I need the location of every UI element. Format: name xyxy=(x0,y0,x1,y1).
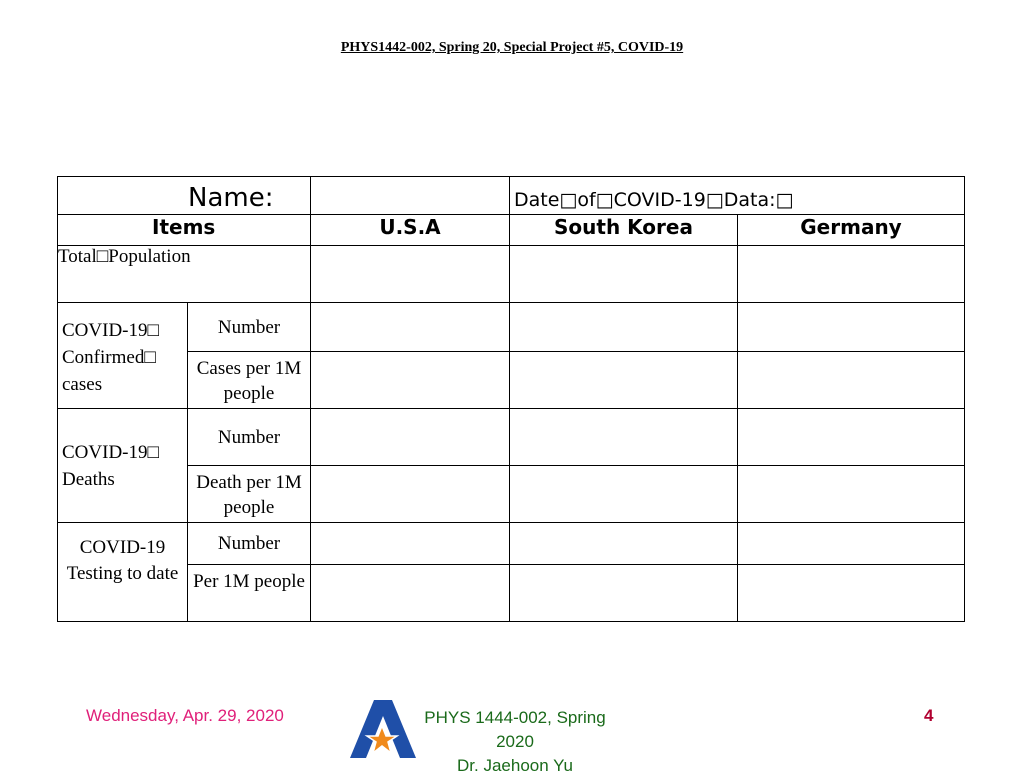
column-header-germany: Germany xyxy=(738,215,965,246)
date-cell xyxy=(510,177,965,215)
cell-germany-testing-per-million[interactable] xyxy=(738,565,965,622)
name-label: Name: xyxy=(188,183,274,213)
table-row-name xyxy=(58,177,965,215)
cell-germany-population[interactable] xyxy=(738,246,965,303)
group-label-confirmed: COVID-19□ Confirmed□ cases xyxy=(58,303,188,409)
table-row-testing-per-million xyxy=(58,565,965,622)
sub-label-confirmed-per-million: Cases per 1M people xyxy=(188,352,311,409)
cell-usa-confirmed-number[interactable] xyxy=(311,303,510,352)
table-row-deaths-per-million xyxy=(58,466,965,523)
footer-course xyxy=(405,706,625,778)
group-label-testing: COVID-19 Testing to date xyxy=(58,523,188,622)
cell-germany-confirmed-per-million[interactable] xyxy=(738,352,965,409)
column-header-south-korea: South Korea xyxy=(510,215,738,246)
page-number: 4 xyxy=(924,706,934,725)
table-row-deaths-number xyxy=(58,409,965,466)
cell-korea-confirmed-per-million[interactable] xyxy=(510,352,738,409)
table-row-testing-number xyxy=(58,523,965,565)
sub-label-deaths-number: Number xyxy=(188,409,311,466)
table-row-confirmed-number xyxy=(58,303,965,352)
cell-usa-testing-per-million[interactable] xyxy=(311,565,510,622)
cell-korea-testing-number[interactable] xyxy=(510,523,738,565)
sub-label-testing-number: Number xyxy=(188,523,311,565)
sub-label-confirmed-number: Number xyxy=(188,303,311,352)
table-header-row xyxy=(58,215,965,246)
group-label-deaths: COVID-19□ Deaths xyxy=(58,409,188,523)
cell-usa-deaths-per-million[interactable] xyxy=(311,466,510,523)
date-label: Date□of□COVID-19□Data:□ xyxy=(514,189,794,211)
cell-korea-deaths-per-million[interactable] xyxy=(510,466,738,523)
page-header: PHYS1442-002, Spring 20, Special Project #5, COVID-19 xyxy=(340,40,684,55)
cell-usa-population[interactable] xyxy=(311,246,510,303)
sub-label-testing-per-million: Per 1M people xyxy=(188,565,311,622)
row-label-total-population: Total□Population xyxy=(58,246,311,303)
footer-course-title: PHYS 1444-002, Spring 2020 xyxy=(424,708,606,751)
project-table xyxy=(57,176,965,622)
table-row-total-population xyxy=(58,246,965,303)
name-field[interactable] xyxy=(311,177,510,215)
cell-germany-deaths-number[interactable] xyxy=(738,409,965,466)
cell-usa-deaths-number[interactable] xyxy=(311,409,510,466)
cell-germany-confirmed-number[interactable] xyxy=(738,303,965,352)
cell-korea-confirmed-number[interactable] xyxy=(510,303,738,352)
cell-usa-testing-number[interactable] xyxy=(311,523,510,565)
cell-germany-testing-number[interactable] xyxy=(738,523,965,565)
cell-korea-deaths-number[interactable] xyxy=(510,409,738,466)
footer-date: Wednesday, Apr. 29, 2020 xyxy=(86,706,284,725)
cell-korea-testing-per-million[interactable] xyxy=(510,565,738,622)
table-row-confirmed-per-million xyxy=(58,352,965,409)
cell-korea-population[interactable] xyxy=(510,246,738,303)
column-header-usa: U.S.A xyxy=(311,215,510,246)
column-header-items: Items xyxy=(58,215,311,246)
sub-label-deaths-per-million: Death per 1M people xyxy=(188,466,311,523)
footer-instructor: Dr. Jaehoon Yu xyxy=(457,756,573,775)
name-cell xyxy=(58,177,311,215)
cell-germany-deaths-per-million[interactable] xyxy=(738,466,965,523)
cell-usa-confirmed-per-million[interactable] xyxy=(311,352,510,409)
